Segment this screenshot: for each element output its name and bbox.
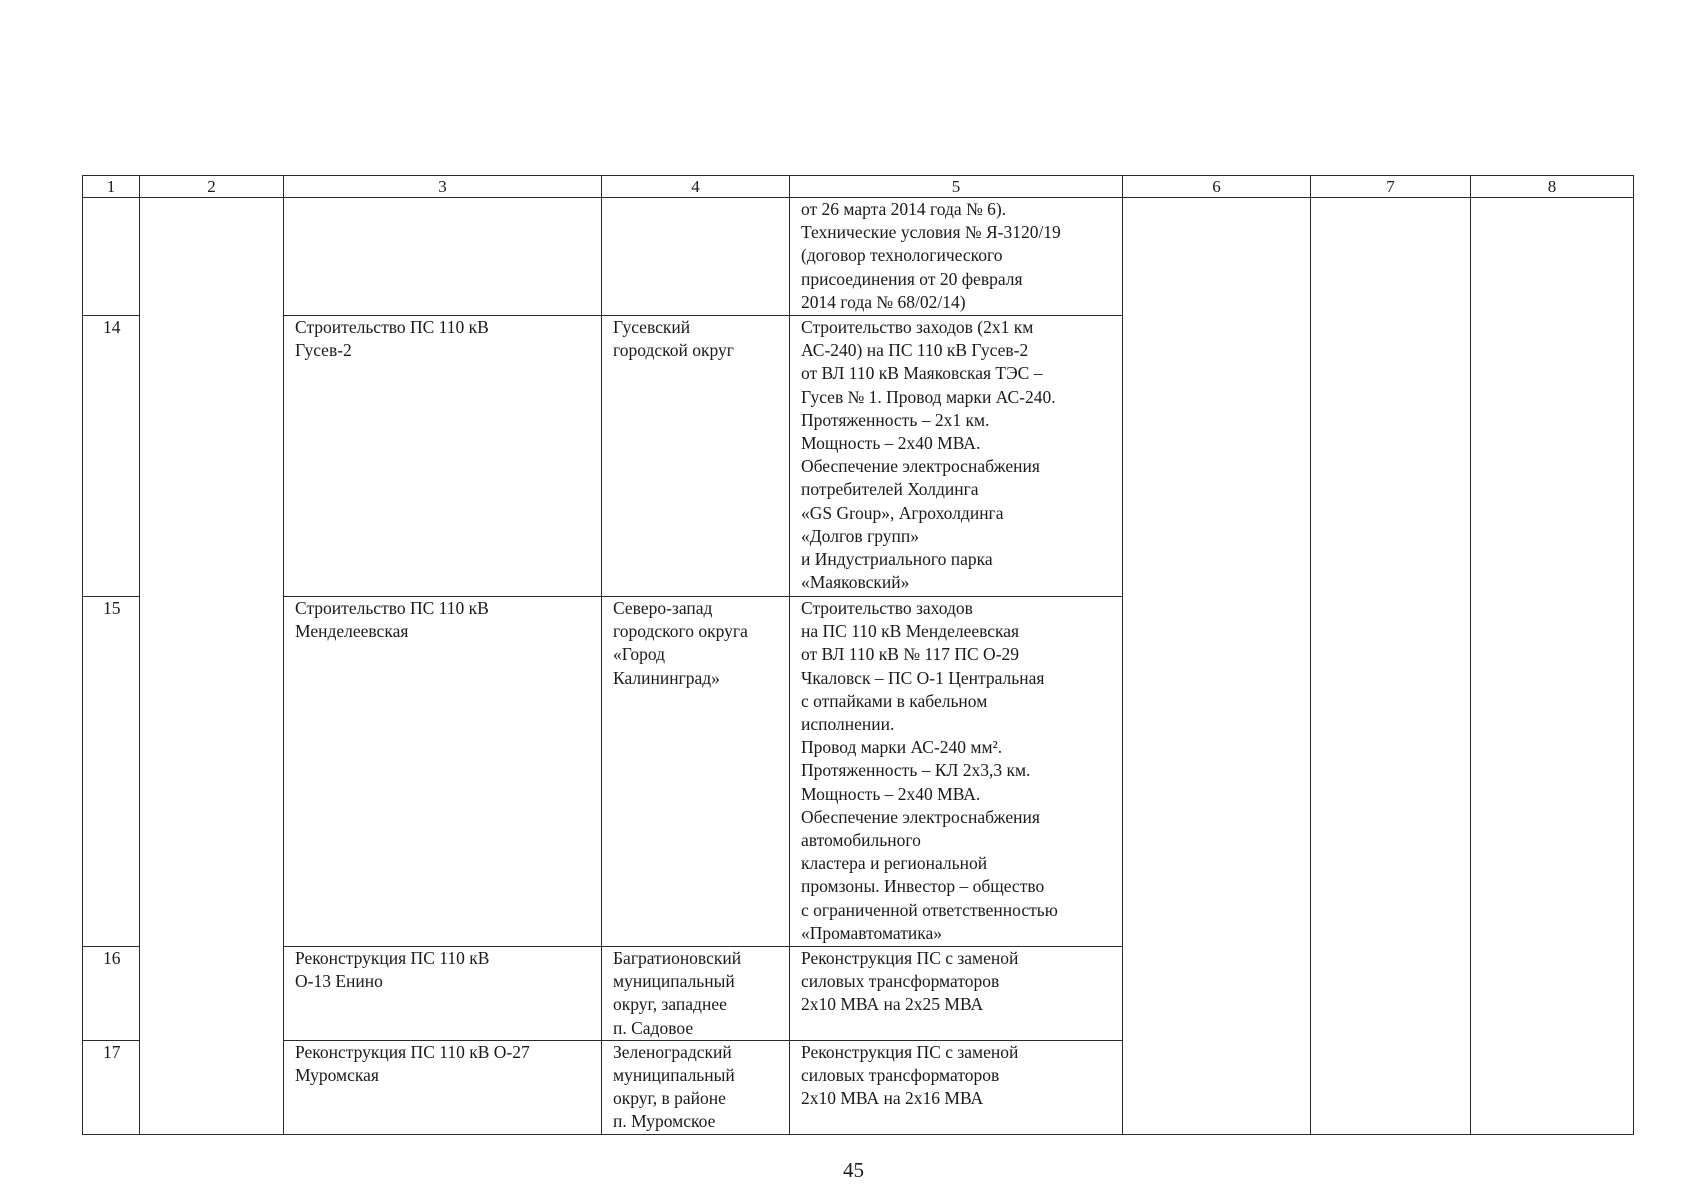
object-cell (284, 316, 602, 597)
text-line: п. Муромское (613, 1111, 716, 1132)
text-line: Протяженность – КЛ 2х3,3 км. (801, 760, 1031, 781)
investment-table (82, 175, 1634, 1135)
text-line: округ, западнее (613, 994, 727, 1015)
text-line: Мощность – 2х40 МВА. (801, 433, 981, 454)
text-line: Протяженность – 2х1 км. (801, 409, 990, 430)
row-number: 15 (83, 597, 140, 947)
text-line: (договор технологического (801, 245, 1003, 266)
text-line: от 26 марта 2014 года № 6). (801, 199, 1007, 219)
row-number: 17 (83, 1040, 140, 1134)
text-line: промзоны. Инвестор – общество (801, 876, 1045, 897)
table-cell (602, 198, 790, 316)
text-line: округ, в районе (613, 1088, 726, 1109)
text-line: «Город (613, 644, 665, 665)
text-line: Гусев-2 (295, 340, 352, 361)
text-line: Реконструкция ПС 110 кВ О-27 (295, 1041, 530, 1062)
continuation-row (83, 198, 1634, 316)
text-line: силовых трансформаторов (801, 971, 1000, 992)
text-line: с отпайками в кабельном (801, 690, 988, 711)
text-line: от ВЛ 110 кВ Маяковская ТЭС – (801, 363, 1043, 384)
location-cell (602, 316, 790, 597)
object-cell (284, 597, 602, 947)
text-line: 2х10 МВА на 2х16 МВА (801, 1088, 984, 1109)
text-line: Багратионовский (613, 948, 742, 968)
description-cell (790, 198, 1123, 316)
header-cell: 1 (83, 176, 140, 198)
text-line: Технические условия № Я-3120/19 (801, 222, 1061, 243)
location-cell (602, 597, 790, 947)
row-number: 16 (83, 947, 140, 1041)
text-line: Чкаловск – ПС О-1 Центральная (801, 667, 1045, 688)
header-row (83, 176, 1634, 198)
description-cell (790, 316, 1123, 597)
text-line: Менделеевская (295, 621, 409, 642)
text-line: Гусевский (613, 317, 691, 337)
text-line: Калининград» (613, 667, 720, 688)
text-line: «Долгов групп» (801, 525, 919, 546)
text-line: кластера и региональной (801, 853, 988, 874)
row-number: 14 (83, 316, 140, 597)
text-line: «GS Group», Агрохолдинга (801, 502, 1004, 523)
header-cell: 6 (1123, 176, 1311, 198)
table-cell (83, 198, 140, 316)
text-line: исполнении. (801, 714, 895, 735)
text-line: потребителей Холдинга (801, 479, 979, 500)
text-line: силовых трансформаторов (801, 1065, 1000, 1086)
object-cell (284, 1040, 602, 1134)
header-cell: 3 (284, 176, 602, 198)
text-line: О-13 Енино (295, 971, 383, 992)
text-line: Муромская (295, 1065, 379, 1086)
text-line: автомобильного (801, 830, 921, 851)
text-line: городского округа (613, 621, 748, 642)
text-line: п. Садовое (613, 1017, 694, 1038)
header-cell: 8 (1471, 176, 1634, 198)
table-cell (284, 198, 602, 316)
text-line: Реконструкция ПС 110 кВ (295, 948, 490, 968)
text-line: муниципальный (613, 1065, 735, 1086)
text-line: на ПС 110 кВ Менделеевская (801, 621, 1020, 642)
location-cell (602, 947, 790, 1041)
page-number: 45 (843, 1158, 864, 1182)
text-line: городской округ (613, 340, 734, 361)
text-line: Строительство заходов (2х1 км (801, 317, 1034, 337)
table-cell (1311, 198, 1471, 1135)
text-line: Северо-запад (613, 598, 713, 618)
text-line: АС-240) на ПС 110 кВ Гусев-2 (801, 340, 1029, 361)
location-cell (602, 1040, 790, 1134)
table-cell (1123, 198, 1311, 1135)
text-line: «Маяковский» (801, 572, 910, 593)
text-line: Реконструкция ПС с заменой (801, 1041, 1019, 1062)
text-line: 2014 года № 68/02/14) (801, 291, 966, 312)
text-line: присоединения от 20 февраля (801, 268, 1023, 289)
description-cell (790, 1040, 1123, 1134)
header-cell: 2 (140, 176, 284, 198)
text-line: Зеленоградский (613, 1041, 732, 1062)
description-cell (790, 947, 1123, 1041)
header-cell: 4 (602, 176, 790, 198)
text-line: Обеспечение электроснабжения (801, 806, 1040, 827)
header-cell: 5 (790, 176, 1123, 198)
text-line: от ВЛ 110 кВ № 117 ПС О-29 (801, 644, 1020, 665)
text-line: Строительство заходов (801, 598, 973, 618)
text-line: Строительство ПС 110 кВ (295, 598, 489, 618)
text-line: Провод марки АС-240 мм². (801, 737, 1003, 758)
text-line: Гусев № 1. Провод марки АС-240. (801, 386, 1056, 407)
description-cell (790, 597, 1123, 947)
text-line: и Индустриального парка (801, 549, 993, 570)
text-line: 2х10 МВА на 2х25 МВА (801, 994, 984, 1015)
table-cell (140, 198, 284, 1135)
text-line: «Промавтоматика» (801, 922, 942, 943)
text-line: с ограниченной ответственностью (801, 899, 1058, 920)
object-cell (284, 947, 602, 1041)
text-line: Мощность – 2х40 МВА. (801, 783, 981, 804)
text-line: Строительство ПС 110 кВ (295, 317, 489, 337)
text-line: Обеспечение электроснабжения (801, 456, 1040, 477)
table-cell (1471, 198, 1634, 1135)
text-line: Реконструкция ПС с заменой (801, 948, 1019, 968)
text-line: муниципальный (613, 971, 735, 992)
header-cell: 7 (1311, 176, 1471, 198)
